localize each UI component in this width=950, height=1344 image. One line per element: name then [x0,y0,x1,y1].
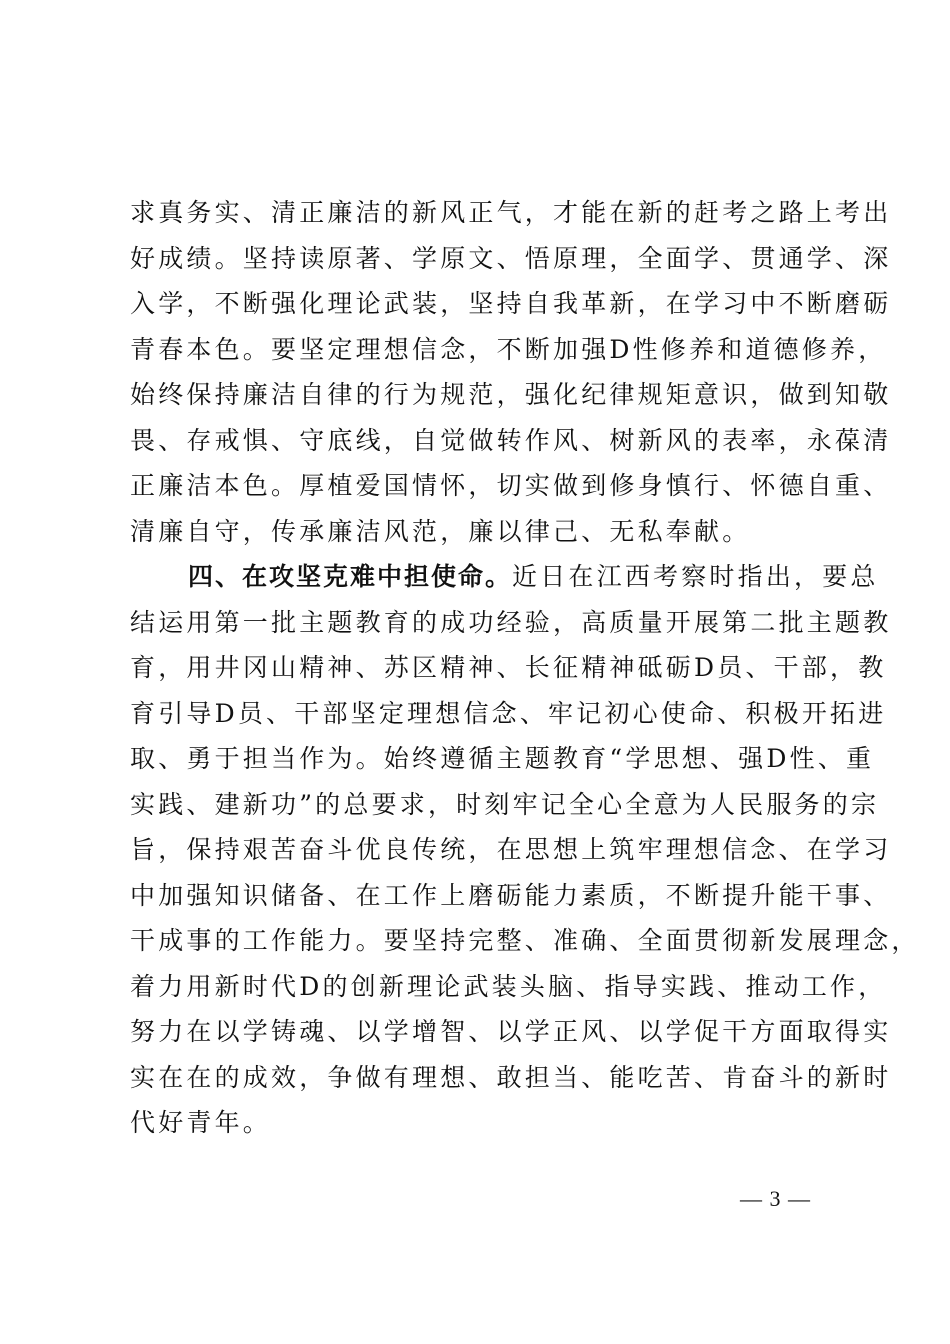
text-line: 实在在的成效，争做有理想、敢担当、能吃苦、肯奋斗的新时 [130,1062,892,1092]
text-line: 清廉自守，传承廉洁风范，廉以律己、无私奉献。 [130,516,751,546]
text-line [130,554,879,600]
page-number: — 3 — [740,1186,811,1211]
text-line: 着力用新时代D的创新理论武装头脑、指导实践、推动工作， [130,971,887,1001]
text-line: 青春本色。要坚定理想信念，不断加强D性修养和道德修养， [130,334,887,364]
paragraph-2 [130,554,920,1146]
text-line: 入学，不断强化理论武装，坚持自我革新，在学习中不断磨砺 [130,289,892,318]
text-line: 育引导D员、干部坚定理想信念、牢记初心使命、积极开拓进 [130,698,887,728]
text-line: 实践、建新功”的总要求，时刻牢记全心全意为人民服务的宗 [130,789,880,819]
text-line: 结运用第一批主题教育的成功经验，高质量开展第二批主题教 [130,607,892,637]
section-heading: 四、在攻坚克难中担使命。 [188,562,513,591]
text-span: 近日在江西考察时指出，要总 [512,562,879,591]
text-line: 中加强知识储备、在工作上磨砺能力素质，不断提升能干事、 [130,880,892,910]
text-line: 育，用井冈山精神、苏区精神、长征精神砥砺D员、干部，教 [130,653,887,682]
text-line: 正廉洁本色。厚植爱国情怀，切实做到修身慎行、怀德自重、 [130,471,892,500]
text-line: 好成绩。坚持读原著、学原文、悟原理，全面学、贯通学、深 [130,243,892,273]
text-line: 始终保持廉洁自律的行为规范，强化纪律规矩意识，做到知敬 [130,380,892,409]
text-line: 畏、存戒惧、守底线，自觉做转作风、树新风的表率，永葆清 [130,425,892,455]
paragraph-1 [130,190,892,554]
text-line: 旨，保持艰苦奋斗优良传统，在思想上筑牢理想信念、在学习 [130,835,892,864]
text-line: 干成事的工作能力。要坚持完整、准确、全面贯彻新发展理念， [130,926,920,955]
text-line: 取、勇于担当作为。始终遵循主题教育“学思想、强D性、重 [130,744,875,773]
body-text [130,190,920,1146]
text-line: 求真务实、清正廉洁的新风正气，才能在新的赶考之路上考出 [130,198,892,227]
text-line: 努力在以学铸魂、以学增智、以学正风、以学促干方面取得实 [130,1017,892,1046]
text-line: 代好青年。 [130,1108,272,1137]
